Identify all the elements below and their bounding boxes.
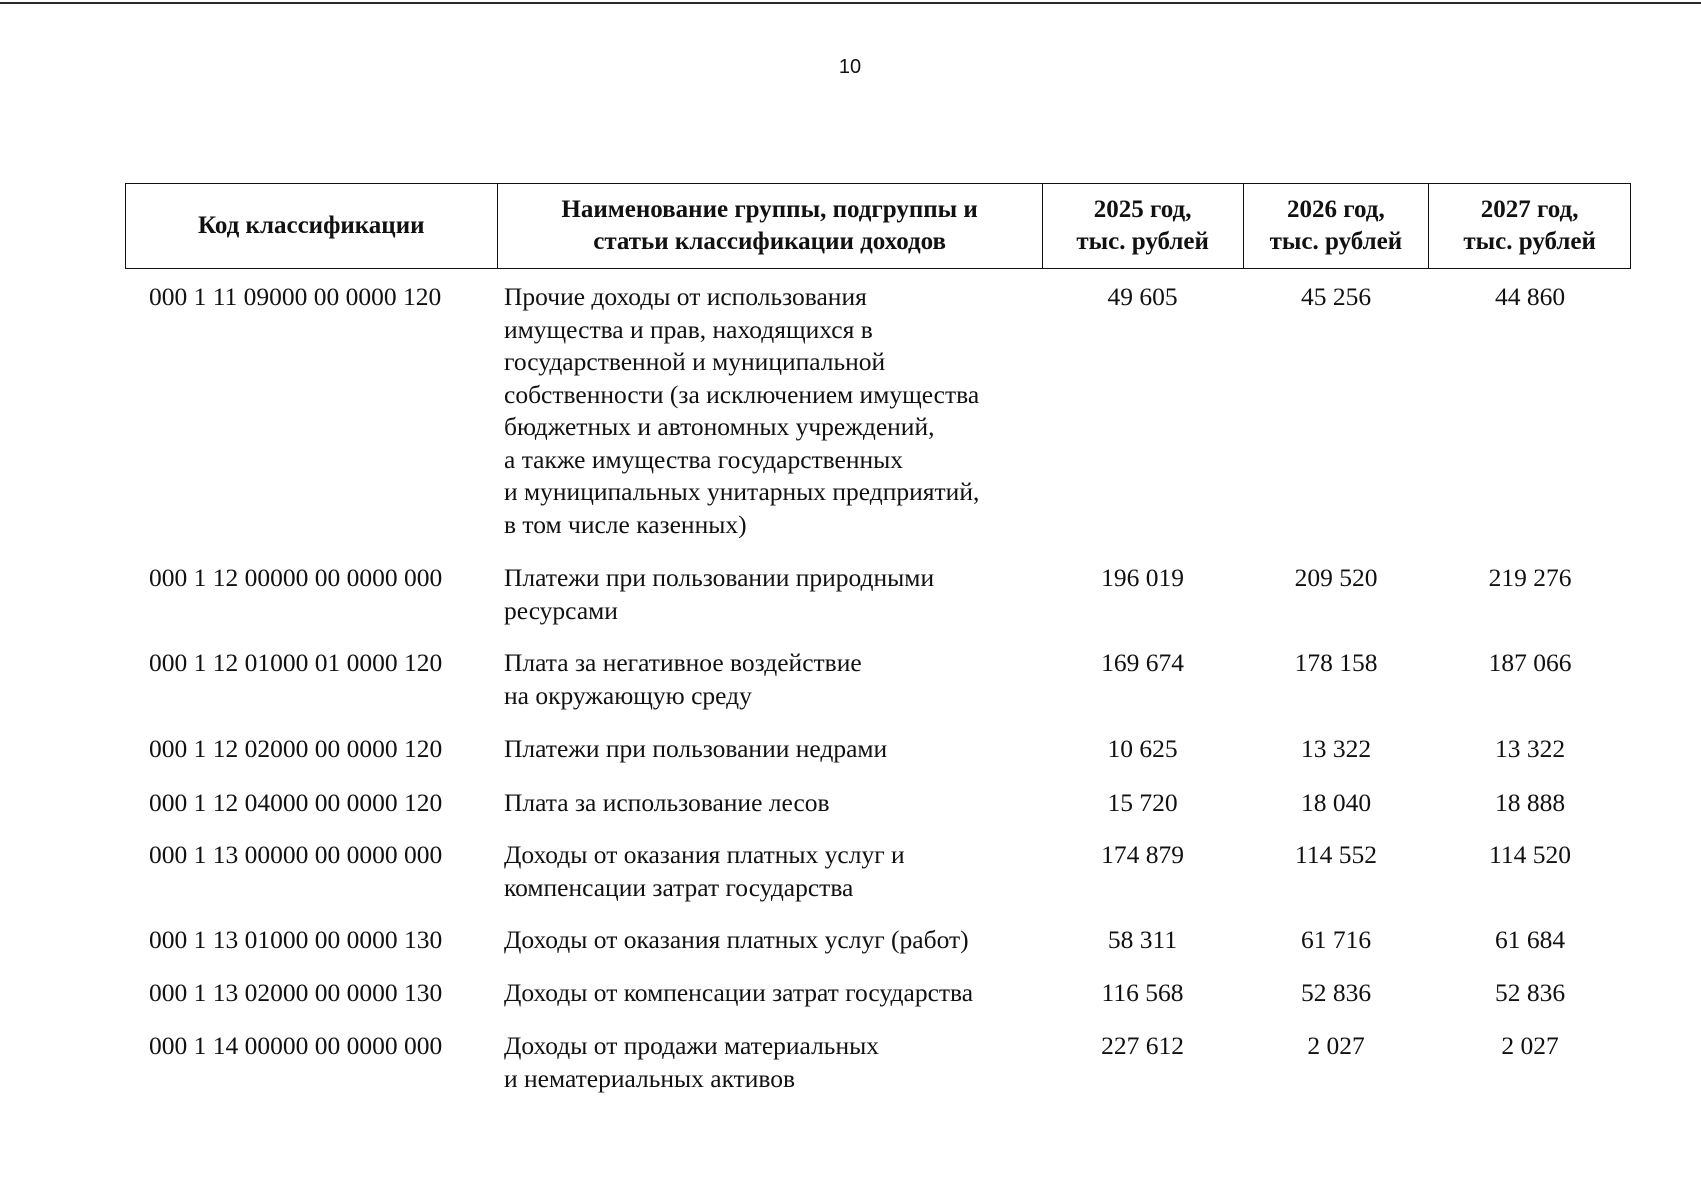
table-row [125,787,1631,820]
table-row [125,924,1631,957]
row-code: 000 1 11 09000 00 0000 120 [149,282,442,311]
row-value-2026: 178 158 [1294,648,1378,677]
row-value-2027: 187 066 [1488,648,1572,677]
row-name: Доходы от компенсации затрат государства [504,977,974,1007]
row-name: Доходы от оказания платных услуг (работ) [504,925,969,954]
table-row [125,647,1631,712]
header-code: Код классификации [197,212,425,239]
row-code: 000 1 13 02000 00 0000 130 [149,977,443,1007]
row-value-2025: 169 674 [1101,648,1184,677]
row-name: Плата за негативное воздействие на окружающую среду [504,648,862,710]
header-2026: 2026 год, тыс. рублей [1243,184,1429,268]
row-value-2025: 227 612 [1101,1031,1184,1060]
row-value-2026: 18 040 [1300,787,1372,817]
row-value-2025: 58 311 [1107,925,1178,954]
row-value-2027: 18 888 [1494,787,1566,817]
row-name: Плата за использование лесов [504,787,830,817]
header-name: Наименование группы, подгруппы и статьи классификации доходов [497,184,1042,268]
row-value-2025: 116 568 [1101,977,1184,1007]
row-code: 000 1 14 00000 00 0000 000 [149,1031,443,1060]
header-2027: 2027 год, тыс. рублей [1428,184,1630,268]
table-row [125,839,1631,904]
row-value-2025: 15 720 [1107,787,1178,817]
table-row [125,281,1631,541]
row-value-2027: 114 520 [1489,840,1571,869]
row-value-2026: 2 027 [1307,1031,1365,1060]
row-code: 000 1 13 00000 00 0000 000 [149,840,443,869]
row-value-2026: 45 256 [1300,282,1372,311]
table-row [125,1030,1631,1095]
row-name: Платежи при пользовании недрами [504,734,888,763]
row-value-2026: 209 520 [1294,563,1378,592]
row-name: Прочие доходы от использования имущества и прав, находящихся в государственной и муниципальной собственности (за исключением имущества бюджетных и автономных учреждений, а также имущества государственных и муниципальных унитарных предприятий, в том числе казенных) [504,282,980,539]
row-value-2027: 219 276 [1488,563,1572,592]
page-number: 10 [838,56,862,78]
row-value-2025: 49 605 [1107,282,1178,311]
page-top-edge [0,2,1701,4]
row-value-2025: 196 019 [1101,563,1184,592]
table-row [125,977,1631,1010]
row-value-2027: 44 860 [1494,282,1566,311]
row-value-2025: 174 879 [1101,840,1184,869]
row-value-2027: 2 027 [1501,1031,1559,1060]
row-name: Платежи при пользовании природными ресурсами [504,563,935,625]
row-code: 000 1 12 02000 00 0000 120 [149,734,443,763]
row-code: 000 1 12 01000 01 0000 120 [149,648,443,677]
row-value-2026: 114 552 [1295,840,1377,869]
row-code: 000 1 12 00000 00 0000 000 [149,563,443,592]
row-value-2026: 61 716 [1300,925,1372,954]
row-value-2026: 52 836 [1300,977,1372,1007]
row-value-2026: 13 322 [1300,734,1372,763]
row-value-2027: 61 684 [1494,925,1566,954]
row-name: Доходы от оказания платных услуг и компенсации затрат государства [504,840,905,902]
row-value-2027: 52 836 [1494,977,1566,1007]
row-name: Доходы от продажи материальных и нематериальных активов [504,1031,879,1093]
row-value-2027: 13 322 [1494,734,1566,763]
header-2025: 2025 год, тыс. рублей [1042,184,1243,268]
row-code: 000 1 13 01000 00 0000 130 [149,925,443,954]
table-row [125,562,1631,627]
table-row [125,733,1631,766]
revenue-table [125,183,1631,1095]
row-value-2025: 10 625 [1107,734,1178,763]
row-code: 000 1 12 04000 00 0000 120 [149,787,443,817]
table-header [125,183,1631,269]
